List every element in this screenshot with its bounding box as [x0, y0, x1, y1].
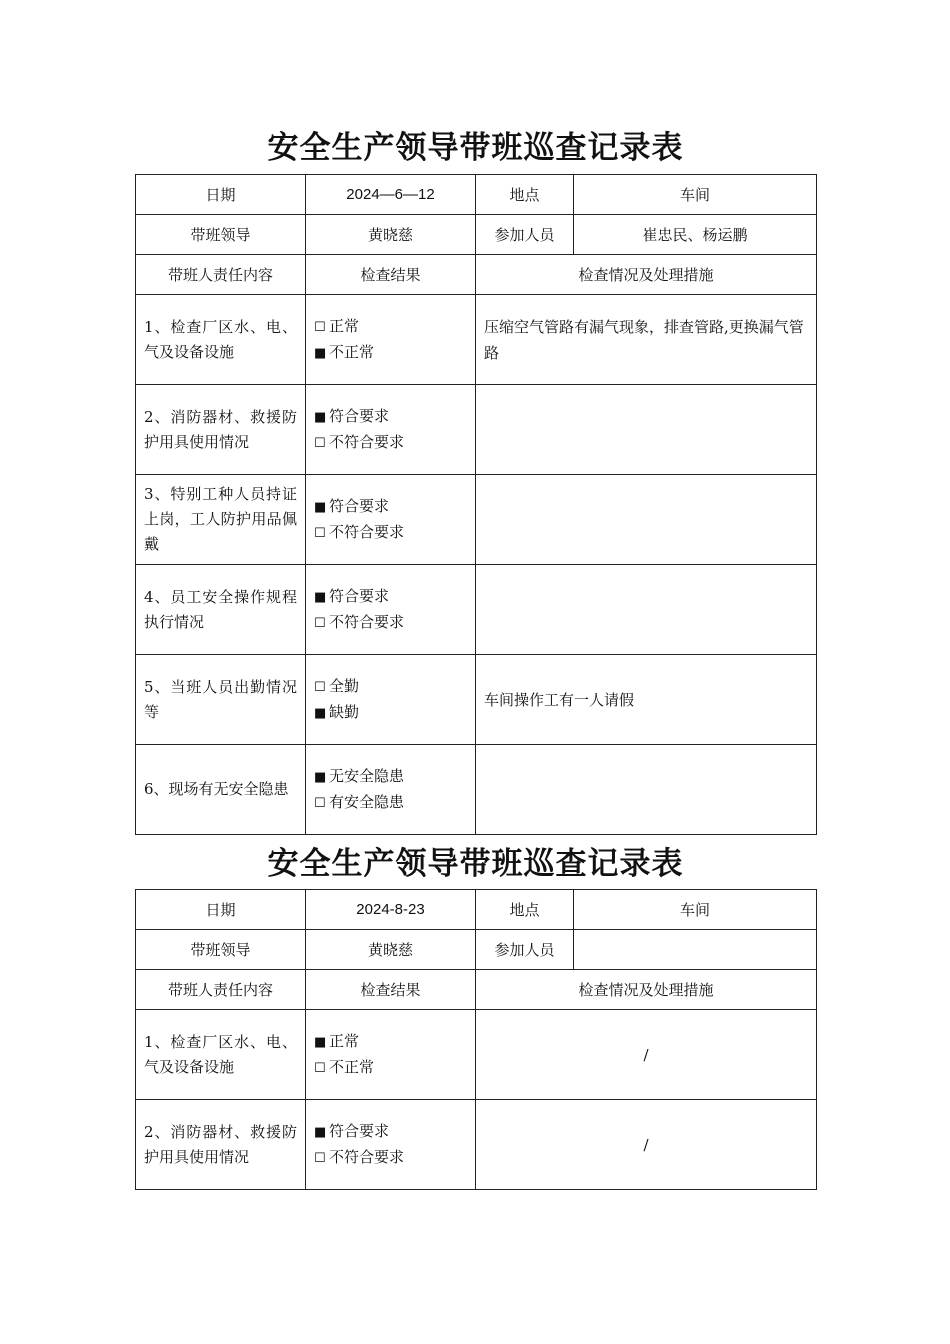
result-option[interactable] — [314, 340, 467, 366]
item-result — [306, 295, 476, 385]
record-title: 安全生产领导带班巡查记录表 — [267, 846, 684, 882]
leader-label: 带班领导 — [136, 215, 306, 255]
option-label: 缺勤 — [329, 702, 360, 721]
table-row — [136, 565, 817, 655]
result-option[interactable] — [314, 610, 467, 636]
checkbox-icon: ☐ — [314, 525, 326, 541]
date-label: 日期 — [136, 175, 306, 215]
item-note — [476, 745, 817, 835]
item-result — [306, 655, 476, 745]
option-label: 符合要求 — [329, 406, 390, 425]
header-row-leader — [136, 215, 817, 255]
col-content-header: 带班人责任内容 — [136, 970, 306, 1010]
item-result — [306, 385, 476, 475]
checkbox-icon: ☐ — [314, 795, 326, 811]
header-row-leader — [136, 930, 817, 970]
header-row-date — [136, 890, 817, 930]
checkbox-icon: ☐ — [314, 615, 326, 631]
checkbox-icon: ■ — [314, 769, 327, 785]
option-label: 正常 — [329, 1031, 360, 1050]
result-option[interactable] — [314, 1029, 467, 1055]
item-note: 压缩空气管路有漏气现象，排查管路,更换漏气管路 — [476, 295, 817, 385]
checkbox-icon: ☐ — [314, 679, 326, 695]
record-title: 安全生产领导带班巡查记录表 — [267, 130, 684, 166]
col-result-header: 检查结果 — [306, 970, 476, 1010]
item-note: 车间操作工有一人请假 — [476, 655, 817, 745]
result-option[interactable] — [314, 790, 467, 816]
result-option[interactable] — [314, 1119, 467, 1145]
header-row-date — [136, 175, 817, 215]
result-option[interactable] — [314, 430, 467, 456]
option-label: 不正常 — [329, 342, 375, 361]
item-result — [306, 745, 476, 835]
checkbox-icon: ■ — [314, 589, 327, 605]
col-measures-header: 检查情况及处理措施 — [476, 255, 817, 295]
option-label: 符合要求 — [329, 586, 390, 605]
checkbox-icon: ■ — [314, 499, 327, 515]
item-content: 2、消防器材、救援防护用具使用情况 — [136, 1100, 306, 1190]
table-row — [136, 655, 817, 745]
column-header-row — [136, 255, 817, 295]
item-content: 4、员工安全操作规程执行情况 — [136, 565, 306, 655]
place-value: 车间 — [574, 890, 817, 930]
checkbox-icon: ☐ — [314, 319, 326, 335]
item-result — [306, 565, 476, 655]
option-label: 不符合要求 — [329, 612, 405, 631]
place-value: 车间 — [574, 175, 817, 215]
item-content: 2、消防器材、救援防护用具使用情况 — [136, 385, 306, 475]
checkbox-icon: ■ — [314, 345, 327, 361]
result-option[interactable] — [314, 1145, 467, 1171]
item-result — [306, 1100, 476, 1190]
inspection-record-table — [135, 889, 817, 1190]
item-note — [476, 385, 817, 475]
date-value: 2024-8-23 — [306, 890, 476, 930]
option-label: 全勤 — [329, 676, 360, 695]
option-label: 不符合要求 — [329, 1147, 405, 1166]
option-label: 无安全隐患 — [329, 766, 405, 785]
checkbox-icon: ■ — [314, 705, 327, 721]
result-option[interactable] — [314, 700, 467, 726]
checkbox-icon: ■ — [314, 409, 327, 425]
col-measures-header: 检查情况及处理措施 — [476, 970, 817, 1010]
table-row — [136, 1100, 817, 1190]
item-content: 6、现场有无安全隐患 — [136, 745, 306, 835]
col-result-header: 检查结果 — [306, 255, 476, 295]
result-option[interactable] — [314, 764, 467, 790]
option-label: 正常 — [329, 316, 360, 335]
column-header-row — [136, 970, 817, 1010]
item-note — [476, 475, 817, 565]
option-label: 符合要求 — [329, 496, 390, 515]
date-label: 日期 — [136, 890, 306, 930]
option-label: 符合要求 — [329, 1121, 390, 1140]
result-option[interactable] — [314, 584, 467, 610]
result-option[interactable] — [314, 494, 467, 520]
place-label: 地点 — [476, 175, 574, 215]
option-label: 不符合要求 — [329, 522, 405, 541]
leader-value: 黄晓慈 — [306, 930, 476, 970]
table-row — [136, 385, 817, 475]
date-value: 2024—6—12 — [306, 175, 476, 215]
participants-label: 参加人员 — [476, 215, 574, 255]
table-row — [136, 295, 817, 385]
checkbox-icon: ☐ — [314, 1150, 326, 1166]
item-content: 5、当班人员出勤情况等 — [136, 655, 306, 745]
result-option[interactable] — [314, 674, 467, 700]
checkbox-icon: ■ — [314, 1124, 327, 1140]
checkbox-icon: ☐ — [314, 435, 326, 451]
result-option[interactable] — [314, 404, 467, 430]
participants-label: 参加人员 — [476, 930, 574, 970]
result-option[interactable] — [314, 1055, 467, 1081]
result-option[interactable] — [314, 314, 467, 340]
checkbox-icon: ☐ — [314, 1060, 326, 1076]
participants-value: 崔忠民、杨运鹏 — [574, 215, 817, 255]
leader-value: 黄晓慈 — [306, 215, 476, 255]
item-note: / — [476, 1010, 817, 1100]
inspection-record-table — [135, 174, 817, 835]
leader-label: 带班领导 — [136, 930, 306, 970]
participants-value — [574, 930, 817, 970]
option-label: 有安全隐患 — [329, 792, 405, 811]
table-row — [136, 475, 817, 565]
place-label: 地点 — [476, 890, 574, 930]
item-content: 1、检查厂区水、电、气及设备设施 — [136, 295, 306, 385]
checkbox-icon: ■ — [314, 1034, 327, 1050]
item-content: 1、检查厂区水、电、气及设备设施 — [136, 1010, 306, 1100]
result-option[interactable] — [314, 520, 467, 546]
item-result — [306, 475, 476, 565]
col-content-header: 带班人责任内容 — [136, 255, 306, 295]
option-label: 不正常 — [329, 1057, 375, 1076]
item-note: / — [476, 1100, 817, 1190]
table-row — [136, 745, 817, 835]
option-label: 不符合要求 — [329, 432, 405, 451]
item-note — [476, 565, 817, 655]
item-result — [306, 1010, 476, 1100]
table-row — [136, 1010, 817, 1100]
item-content: 3、特别工种人员持证上岗，工人防护用品佩戴 — [136, 475, 306, 565]
